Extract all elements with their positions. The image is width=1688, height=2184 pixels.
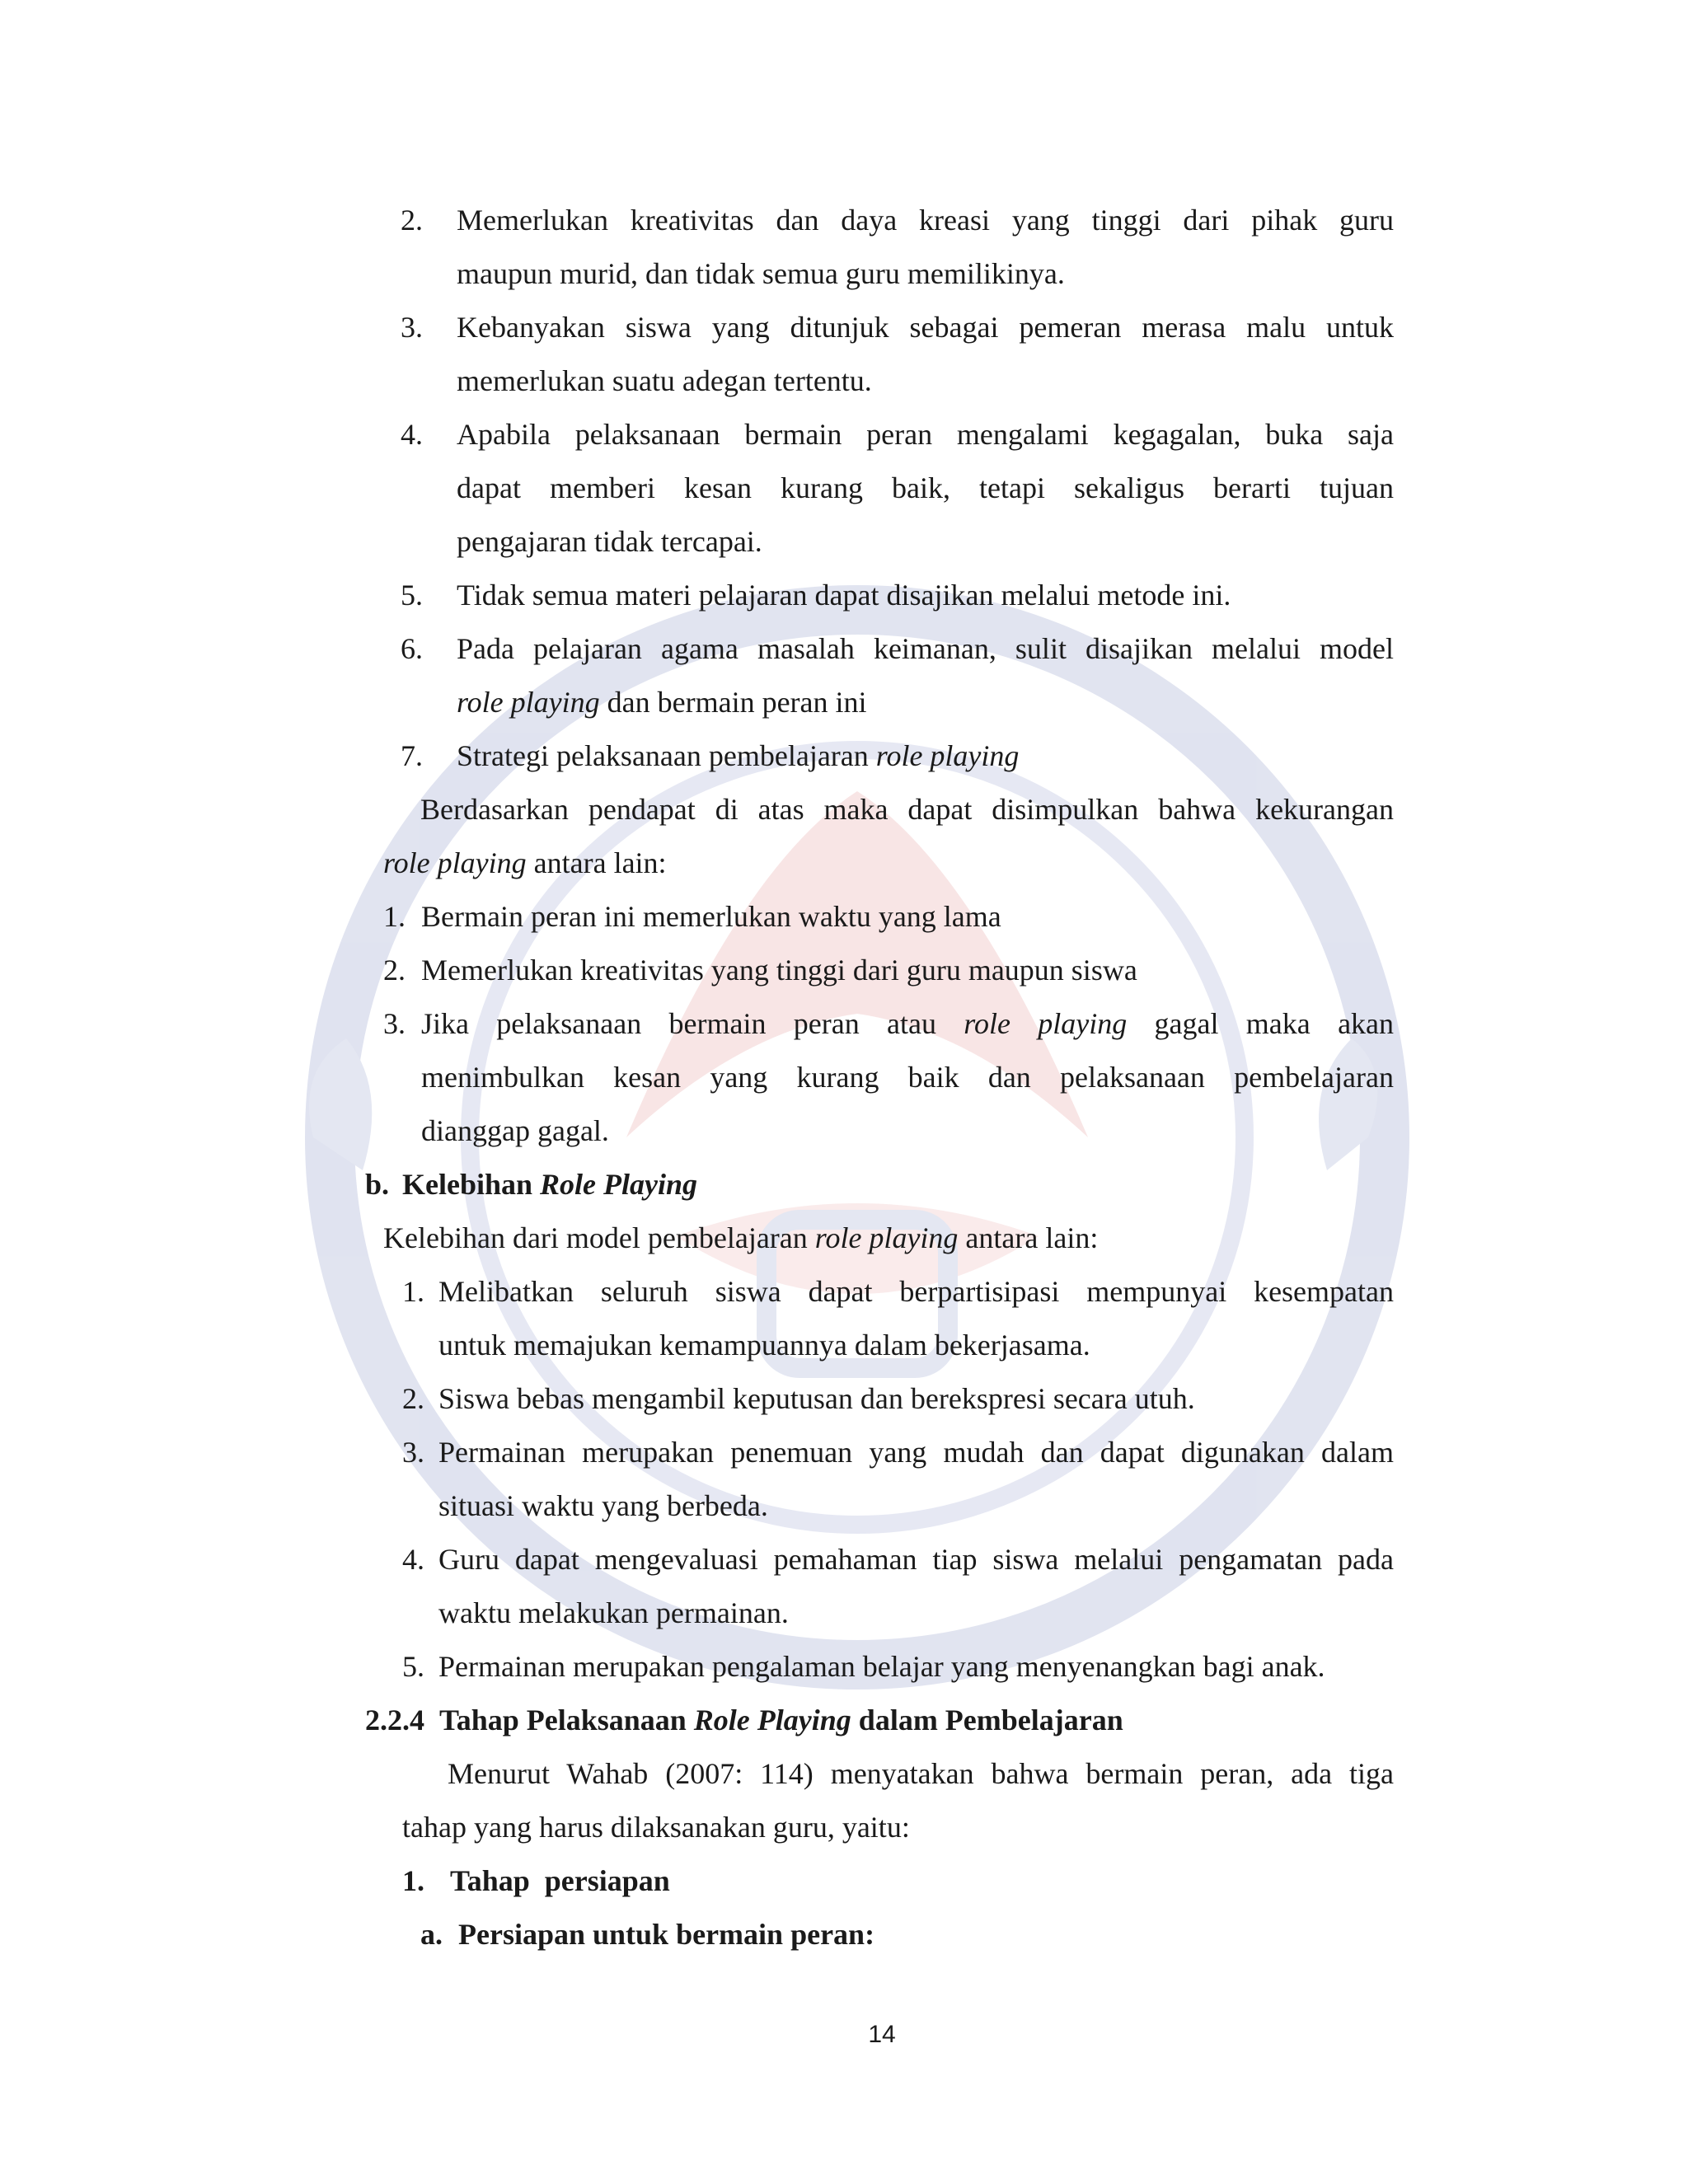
substep-label: a. <box>420 1918 443 1951</box>
list-item-text: Guru dapat mengevaluasi pemahaman tiap siswa melalui pengamatan pada <box>438 1543 1394 1576</box>
list-item-text: Siswa bebas mengambil keputusan dan berekspresi secara utuh. <box>438 1382 1195 1415</box>
list-item-text: dapat memberi kesan kurang baik, tetapi sekaligus berarti tujuan <box>457 471 1394 504</box>
paragraph-line: Menurut Wahab (2007: 114) menyatakan bahwa bermain peran, ada tiga <box>448 1757 1394 1790</box>
list-item-number: 7. <box>401 739 423 772</box>
list-item-text: menimbulkan kesan yang kurang baik dan pelaksanaan pembelajaran <box>421 1061 1394 1094</box>
list-item-text: Permainan merupakan penemuan yang mudah dan dapat digunakan dalam <box>438 1436 1394 1469</box>
list-item-number: 5. <box>401 579 423 612</box>
italic-term: role playing <box>964 1007 1128 1040</box>
list-item-number: 4. <box>401 418 423 451</box>
list-item-number: 3. <box>402 1436 424 1469</box>
summary-paragraph-line: role playing antara lain: <box>383 846 667 879</box>
section-heading: Kelebihan Role Playing <box>402 1168 698 1201</box>
italic-term: role playing <box>383 846 527 879</box>
list-item-number: 5. <box>402 1650 424 1683</box>
list-item-text: untuk memajukan kemampuannya dalam bekerjasama. <box>438 1329 1090 1361</box>
list-item-number: 3. <box>383 1007 406 1040</box>
list-item-number: 2. <box>402 1382 424 1415</box>
italic-term: Role Playing <box>693 1704 851 1736</box>
step-heading: Tahap persiapan <box>450 1864 670 1897</box>
list-item-number: 2. <box>383 954 406 987</box>
italic-term: Role Playing <box>540 1168 698 1201</box>
list-item-text: Pada pelajaran agama masalah keimanan, sulit disajikan melalui model <box>457 632 1394 665</box>
list-item-text: maupun murid, dan tidak semua guru memilikinya. <box>457 257 1065 290</box>
list-item-number: 6. <box>401 632 423 665</box>
list-item-text: Kebanyakan siswa yang ditunjuk sebagai pemeran merasa malu untuk <box>457 311 1394 344</box>
list-item-text: waktu melakukan permainan. <box>438 1596 789 1629</box>
section-heading: Tahap Pelaksanaan Role Playing dalam Pembelajaran <box>439 1704 1123 1736</box>
list-item-number: 1. <box>402 1275 424 1308</box>
list-item-text: Memerlukan kreativitas dan daya kreasi yang tinggi dari pihak guru <box>457 204 1394 237</box>
list-item-text: Memerlukan kreativitas yang tinggi dari guru maupun siswa <box>421 954 1137 987</box>
list-item-text: Jika pelaksanaan bermain peran atau role playing gagal maka akan <box>421 1007 1395 1040</box>
list-item-text: pengajaran tidak tercapai. <box>457 525 762 558</box>
list-item-text: dianggap gagal. <box>421 1114 609 1147</box>
list-item-text: Melibatkan seluruh siswa dapat berpartisipasi mempunyai kesempatan <box>438 1275 1394 1308</box>
intro-paragraph: Kelebihan dari model pembelajaran role playing antara lain: <box>383 1221 1099 1254</box>
list-item-text: Strategi pelaksanaan pembelajaran role playing <box>457 739 1020 772</box>
list-item-text: Permainan merupakan pengalaman belajar yang menyenangkan bagi anak. <box>438 1650 1325 1683</box>
list-item-text: role playing dan bermain peran ini <box>457 686 867 719</box>
italic-term: role playing <box>814 1221 959 1254</box>
paragraph-line: tahap yang harus dilaksanakan guru, yaitu: <box>402 1811 910 1844</box>
list-item-text: situasi waktu yang berbeda. <box>438 1489 768 1522</box>
list-item-number: 1. <box>383 900 406 933</box>
list-item-number: 4. <box>402 1543 424 1576</box>
italic-term: role playing <box>457 686 600 719</box>
list-item-text: Tidak semua materi pelajaran dapat disajikan melalui metode ini. <box>457 579 1231 612</box>
list-item-number: 2. <box>401 204 423 237</box>
section-label: b. <box>365 1168 390 1201</box>
summary-paragraph-line: Berdasarkan pendapat di atas maka dapat disimpulkan bahwa kekurangan <box>420 793 1394 826</box>
step-number: 1. <box>402 1864 424 1897</box>
section-number: 2.2.4 <box>365 1704 424 1736</box>
list-item-text: Bermain peran ini memerlukan waktu yang lama <box>421 900 1001 933</box>
list-item-text: Apabila pelaksanaan bermain peran mengalami kegagalan, buka saja <box>457 418 1394 451</box>
substep-heading: Persiapan untuk bermain peran: <box>458 1918 875 1951</box>
list-item-text: memerlukan suatu adegan tertentu. <box>457 364 872 397</box>
page-number: 14 <box>868 2021 896 2048</box>
list-item-number: 3. <box>401 311 423 344</box>
italic-term: role playing <box>875 739 1020 772</box>
